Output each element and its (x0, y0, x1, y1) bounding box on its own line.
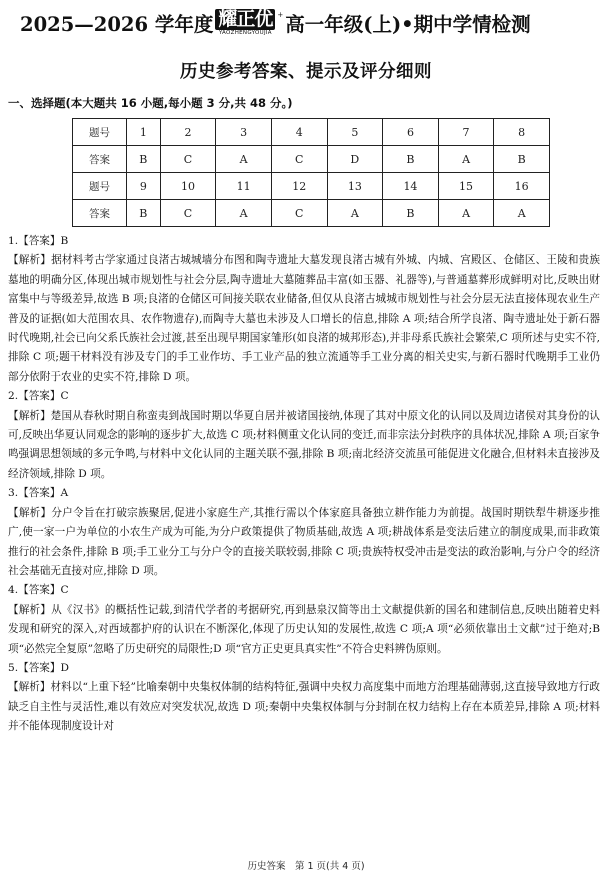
table-row (73, 173, 550, 200)
table-cell: 2 (160, 119, 216, 146)
table-cell: C (271, 200, 327, 227)
table-row (73, 119, 550, 146)
table-cell: A (494, 200, 550, 227)
table-cell: 10 (160, 173, 216, 200)
answer-line: 3.【答案】A (8, 487, 69, 500)
table-cell: 9 (127, 173, 161, 200)
table-cell: A (438, 200, 494, 227)
document-title: 历史参考答案、提示及评分细则 (180, 62, 432, 82)
explanation-text: 【解析】材料以“上重下轻”比喻秦朝中央集权体制的结构特征,强调中央权力高度集中而地方治理基础薄弱,这直接导致地方行政缺乏自主性与灵活性,难以有效应对突发状况,故选 D 项;秦朝中央集权体制与分封制在权力结构上存在本质差异,排除 A 项;材料并不能体现制度设计对 (8, 681, 600, 733)
table-cell: B (127, 200, 161, 227)
page-footer: 历史答案 第 1 页(共 4 页) (247, 861, 365, 872)
answer-line: 1.【答案】B (8, 235, 69, 247)
table-cell: D (327, 146, 383, 173)
table-cell: 3 (216, 119, 272, 146)
answer-key-table (72, 118, 550, 227)
question-block (8, 484, 600, 581)
table-cell: 16 (494, 173, 550, 200)
header-year: 2025—2026 学年度 (20, 13, 214, 36)
logo-subtext: YAOZHENGYOUJIA (218, 30, 272, 37)
table-cell: B (383, 200, 439, 227)
logo-mark: + (277, 11, 284, 19)
table-cell: 4 (271, 119, 327, 146)
table-row-label: 答案 (73, 200, 127, 227)
table-cell: C (160, 146, 216, 173)
exam-header (20, 4, 592, 42)
logo-text: 耀正优 (215, 9, 275, 30)
table-row (73, 200, 550, 227)
table-row (73, 146, 550, 173)
table-cell: B (383, 146, 439, 173)
question-block (8, 387, 600, 484)
explanation-text: 【解析】分户令旨在打破宗族聚居,促进小家庭生产,其推行需以个体家庭具备独立耕作能力为前提。战国时期铁犁牛耕逐步推广,使一家一户为单位的小农生产成为可能,为分户政策提供了物质基础,故选 A 项;耕战体系是变法后建立的制度成果,而非政策推行的社会条件,排除 B 项;手工业分工与分户令的直接关联较弱,排除 C 项;贵族特权受冲击是变法的政治影响,与分户令的经济社会基础无直接对应,排除 D 项。 (8, 506, 600, 577)
table-cell: 1 (127, 119, 161, 146)
table-cell: 12 (271, 173, 327, 200)
table-cell: C (160, 200, 216, 227)
table-cell: A (438, 146, 494, 173)
answer-line: 5.【答案】D (8, 661, 69, 674)
table-cell: 11 (216, 173, 272, 200)
table-cell: 15 (438, 173, 494, 200)
answer-line: 2.【答案】C (8, 390, 69, 403)
table-cell: 6 (383, 119, 439, 146)
section-heading-choice: 一、选择题(本大题共 16 小题,每小题 3 分,共 48 分。) (8, 96, 293, 110)
table-cell: B (127, 146, 161, 173)
table-row-label: 题号 (73, 119, 127, 146)
explanation-text: 【解析】据材料考古学家通过良渚古城城墙分布图和陶寺遗址大墓发现良渚古城有外城、内城、宫殿区、仓储区、王陵和贵族墓地的明确分区,体现出城市规划性与社会分层,陶寺遗址大墓随葬品丰富(如玉器、礼器等),与普通墓葬形成鲜明对比,反映出财富集中与等级差异,故选 B 项;良渚的仓储区可间接关联农业储备,但仅从良渚古城城市规划性与社会分层无法直接体现农业生产普及的证据(如大范围农具、农作物遗存),而陶寺大墓也未涉及人口增长的信息,排除 A 项;结合所学良渚、陶寺遗址处于新石器时代晚期,社会已向父系氏族社会过渡,甚至出现早期国家雏形(如良渚的城邦形态),并非母系氏族社会繁荣,C 项所述与史实不符,排除 C 项;题干材料没有涉及专门的手工业作坊、手工业产品的独立流通等手工业分离的相关史实,与新石器时代晚期手工业仍部分依附于农业的史实不符,排除 D 项。 (8, 254, 600, 383)
brand-logo (215, 9, 275, 37)
explanation-text: 【解析】楚国从春秋时期自称蛮夷到战国时期以华夏自居并被诸国接纳,体现了其对中原文化的认同以及周边诸侯对其身份的认可,反映出华夏认同观念的影响的逐步扩大,故选 C 项;材料侧重文化认同的变迁,而非宗法分封秩序的具体状况,排除 A 项;百家争鸣强调思想领域的多元争鸣,与材料中文化认同的主题关联不强,排除 B 项;南北经济交流虽可能促进文化融合,但材料未直接涉及经济领域,排除 D 项。 (8, 409, 600, 480)
table-cell: 5 (327, 119, 383, 146)
table-row-label: 题号 (73, 173, 127, 200)
explanation-text: 【解析】从《汉书》的概括性记载,到清代学者的考据研究,再到悬泉汉简等出土文献提供新的国名和建制信息,反映出随着史料发现和研究的深入,对西域都护府的认识在不断深化,体现了历史认知的发展性,故选 C 项;A 项“必须依靠出土文献”过于绝对;B 项“必然完全复原”忽略了历史研究的局限性;D 项“官方正史更具真实性”不符合史料辨伪原则。 (8, 603, 600, 655)
question-block (8, 581, 600, 659)
table-cell: 13 (327, 173, 383, 200)
answer-line: 4.【答案】C (8, 584, 69, 597)
explanations (8, 232, 600, 737)
table-cell: 8 (494, 119, 550, 146)
table-row-label: 答案 (73, 146, 127, 173)
question-block (8, 659, 600, 737)
table-cell: B (494, 146, 550, 173)
header-exam-name: 高一年级(上)•期中学情检测 (285, 13, 531, 36)
question-block (8, 232, 600, 387)
table-cell: A (216, 200, 272, 227)
table-cell: 7 (438, 119, 494, 146)
table-cell: C (271, 146, 327, 173)
table-cell: A (327, 200, 383, 227)
table-cell: A (216, 146, 272, 173)
table-cell: 14 (383, 173, 439, 200)
